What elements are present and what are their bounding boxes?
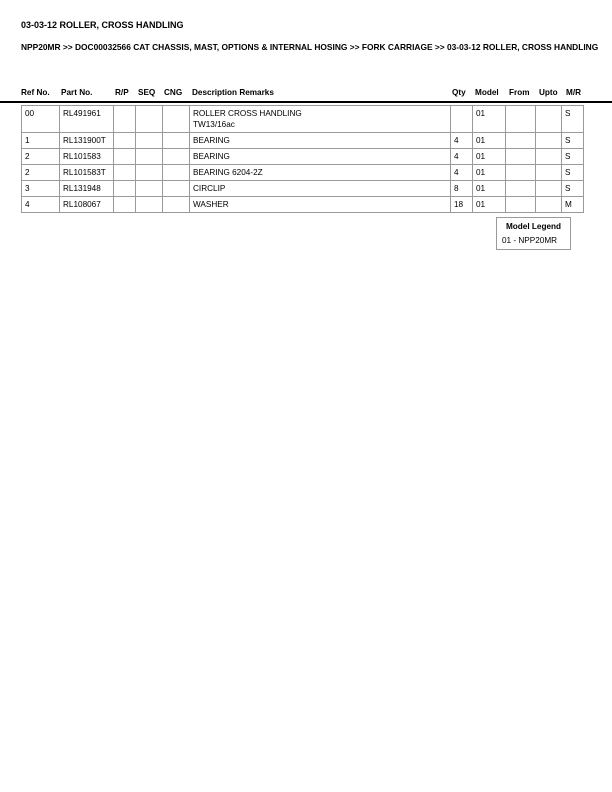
- cell-part: RL131900T: [60, 133, 114, 149]
- column-header-qty: Qty: [452, 88, 466, 97]
- cell-rp: [114, 106, 136, 133]
- breadcrumb: NPP20MR >> DOC00032566 CAT CHASSIS, MAST, OPTIONS & INTERNAL HOSING >> FORK CARRIAGE >> 03-03-12 ROLLER, CROSS HANDLING: [21, 42, 599, 52]
- cell-part: RL108067: [60, 197, 114, 213]
- cell-cng: [163, 181, 190, 197]
- cell-upto: [536, 149, 562, 165]
- cell-desc: [190, 106, 451, 133]
- column-header-from: From: [509, 88, 530, 97]
- cell-model: 01: [473, 165, 506, 181]
- cell-cng: [163, 149, 190, 165]
- cell-model: 01: [473, 149, 506, 165]
- parts-table: [21, 105, 584, 213]
- cell-ref: 1: [22, 133, 60, 149]
- cell-desc: [190, 197, 451, 213]
- cell-model: 01: [473, 181, 506, 197]
- remarks-line: TW13/16ac: [193, 120, 235, 129]
- cell-ref: 00: [22, 106, 60, 133]
- parts-table-body: [22, 106, 584, 213]
- cell-rp: [114, 149, 136, 165]
- cell-qty: 4: [451, 165, 473, 181]
- cell-model: 01: [473, 106, 506, 133]
- cell-from: [506, 197, 536, 213]
- column-header-rp: R/P: [115, 88, 129, 97]
- cell-upto: [536, 165, 562, 181]
- cell-rp: [114, 165, 136, 181]
- cell-seq: [136, 106, 163, 133]
- cell-model: 01: [473, 133, 506, 149]
- column-header-seq: SEQ: [138, 88, 156, 97]
- cell-upto: [536, 181, 562, 197]
- cell-qty: 4: [451, 133, 473, 149]
- column-header-upto: Upto: [539, 88, 558, 97]
- description-line: ROLLER CROSS HANDLING: [193, 109, 302, 118]
- description-line: BEARING: [193, 136, 230, 145]
- cell-qty: 4: [451, 149, 473, 165]
- cell-rp: [114, 133, 136, 149]
- cell-mr: S: [562, 149, 584, 165]
- cell-seq: [136, 133, 163, 149]
- column-header-mr: M/R: [566, 88, 582, 97]
- cell-from: [506, 133, 536, 149]
- column-header-description: Description Remarks: [192, 88, 274, 97]
- cell-mr: M: [562, 197, 584, 213]
- description-line: CIRCLIP: [193, 184, 226, 193]
- cell-upto: [536, 133, 562, 149]
- model-legend-title: Model Legend: [505, 222, 562, 231]
- table-row: [22, 133, 584, 149]
- table-row: [22, 181, 584, 197]
- cell-desc: [190, 133, 451, 149]
- cell-desc: [190, 181, 451, 197]
- cell-seq: [136, 197, 163, 213]
- column-header-ref: Ref No.: [21, 88, 50, 97]
- cell-mr: S: [562, 181, 584, 197]
- cell-ref: 2: [22, 165, 60, 181]
- cell-ref: 4: [22, 197, 60, 213]
- table-row: [22, 165, 584, 181]
- description-line: BEARING 6204-2Z: [193, 168, 263, 177]
- cell-part: RL101583: [60, 149, 114, 165]
- cell-seq: [136, 181, 163, 197]
- cell-ref: 2: [22, 149, 60, 165]
- table-row: [22, 197, 584, 213]
- page-title: 03-03-12 ROLLER, CROSS HANDLING: [21, 20, 184, 30]
- cell-part: RL491961: [60, 106, 114, 133]
- cell-desc: [190, 149, 451, 165]
- column-header-model: Model: [475, 88, 499, 97]
- table-row: [22, 106, 584, 133]
- table-row: [22, 149, 584, 165]
- cell-part: RL131948: [60, 181, 114, 197]
- cell-seq: [136, 165, 163, 181]
- cell-model: 01: [473, 197, 506, 213]
- header-divider: [0, 101, 612, 103]
- cell-mr: S: [562, 133, 584, 149]
- description-line: WASHER: [193, 200, 229, 209]
- cell-cng: [163, 133, 190, 149]
- cell-rp: [114, 197, 136, 213]
- cell-upto: [536, 106, 562, 133]
- cell-from: [506, 149, 536, 165]
- cell-cng: [163, 165, 190, 181]
- cell-seq: [136, 149, 163, 165]
- cell-qty: [451, 106, 473, 133]
- cell-qty: 8: [451, 181, 473, 197]
- description-line: BEARING: [193, 152, 230, 161]
- cell-from: [506, 181, 536, 197]
- cell-ref: 3: [22, 181, 60, 197]
- cell-desc: [190, 165, 451, 181]
- cell-mr: S: [562, 165, 584, 181]
- cell-from: [506, 106, 536, 133]
- cell-mr: S: [562, 106, 584, 133]
- cell-rp: [114, 181, 136, 197]
- cell-cng: [163, 197, 190, 213]
- cell-part: RL101583T: [60, 165, 114, 181]
- column-header-cng: CNG: [164, 88, 183, 97]
- model-legend: [496, 217, 571, 250]
- cell-upto: [536, 197, 562, 213]
- cell-from: [506, 165, 536, 181]
- model-legend-entry: 01 - NPP20MR: [502, 236, 558, 245]
- cell-qty: 18: [451, 197, 473, 213]
- cell-cng: [163, 106, 190, 133]
- column-header-part: Part No.: [61, 88, 93, 97]
